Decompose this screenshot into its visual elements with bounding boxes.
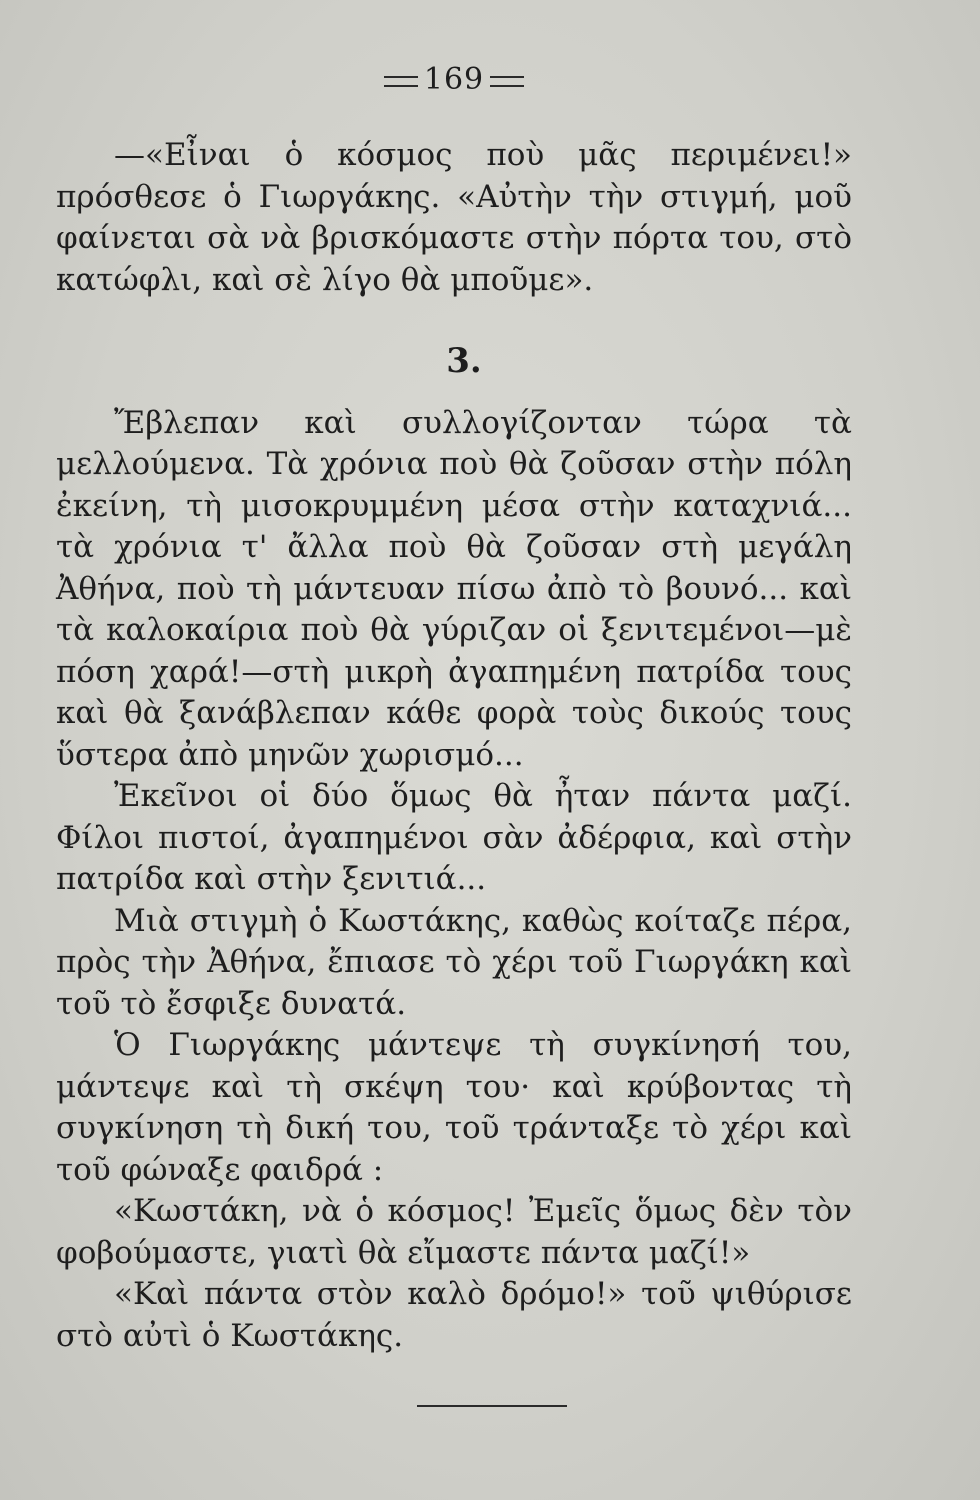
right-double-rule [490,76,524,87]
paragraph-opening-dialogue: —«Εἶναι ὁ κόσμος ποὺ μᾶς περιμένει!» πρόσθεσε ὁ Γιωργάκης. «Αὐτὴν τὴν στιγμή, μοῦ φαίνεται σὰ νὰ βρισκόμαστε στὴν πόρτα του, στὸ κατώφλι, καὶ σὲ λίγο θὰ μποῦμε». [56,137,852,298]
paragraph-5: «Κωστάκη, νὰ ὁ κόσμος! Ἐμεῖς ὅμως δὲν τὸν φοβούμαστε, γιατὶ θὰ εἴμαστε πάντα μαζί!» [56,1193,852,1271]
paragraph-1: Ἔβλεπαν καὶ συλλογίζονταν τώρα τὰ μελλούμενα. Τὰ χρόνια ποὺ θὰ ζοῦσαν στὴν πόλη ἐκείνη, τὴ μισοκρυμμένη μέσα στὴν καταχνιά... τὰ χρόνια τ' ἄλλα ποὺ θὰ ζοῦσαν στὴ μεγάλη Ἀθήνα, ποὺ τὴ μάντευαν πίσω ἀπὸ τὸ βουνό... καὶ τὰ καλοκαίρια ποὺ θὰ γύριζαν οἱ ξενιτεμένοι—μὲ πόση χαρά!—στὴ μικρὴ ἀγαπημένη πατρίδα τους καὶ θὰ ξανάβλεπαν κάθε φορὰ τοὺς δικούς τους ὕστερα ἀπὸ μηνῶν χωρισμό... [56,404,852,773]
body-text [56,135,852,1357]
paragraph-2: Ἐκεῖνοι οἱ δύο ὅμως θὰ ἦταν πάντα μαζί. Φίλοι πιστοί, ἀγαπημένοι σὰν ἀδέρφια, καὶ στὴν πατρίδα καὶ στὴν ξενιτιά... [56,778,852,897]
page-number: 169 [423,62,485,97]
paragraph-6: «Καὶ πάντα στὸν καλὸ δρόμο!» τοῦ ψιθύρισε στὸ αὐτὶ ὁ Κωστάκης. [56,1276,852,1354]
section-number: 3. [446,341,482,381]
paragraph-4: Ὁ Γιωργάκης μάντεψε τὴ συγκίνησή του, μάντεψε καὶ τὴ σκέψη του· καὶ κρύβοντας τὴ συγκίνηση τὴ δική του, τοῦ τράνταξε τὸ χέρι καὶ τοῦ φώναξε φαιδρά : [56,1027,852,1188]
paragraph-3: Μιὰ στιγμὴ ὁ Κωστάκης, καθὼς κοίταζε πέρα, πρὸς τὴν Ἀθήνα, ἔπιασε τὸ χέρι τοῦ Γιωργάκη καὶ τοῦ τὸ ἔσφιξε δυνατά. [56,902,852,1022]
page-number-header [56,62,852,97]
left-double-rule [384,76,418,87]
chapter-end-rule [417,1405,567,1407]
